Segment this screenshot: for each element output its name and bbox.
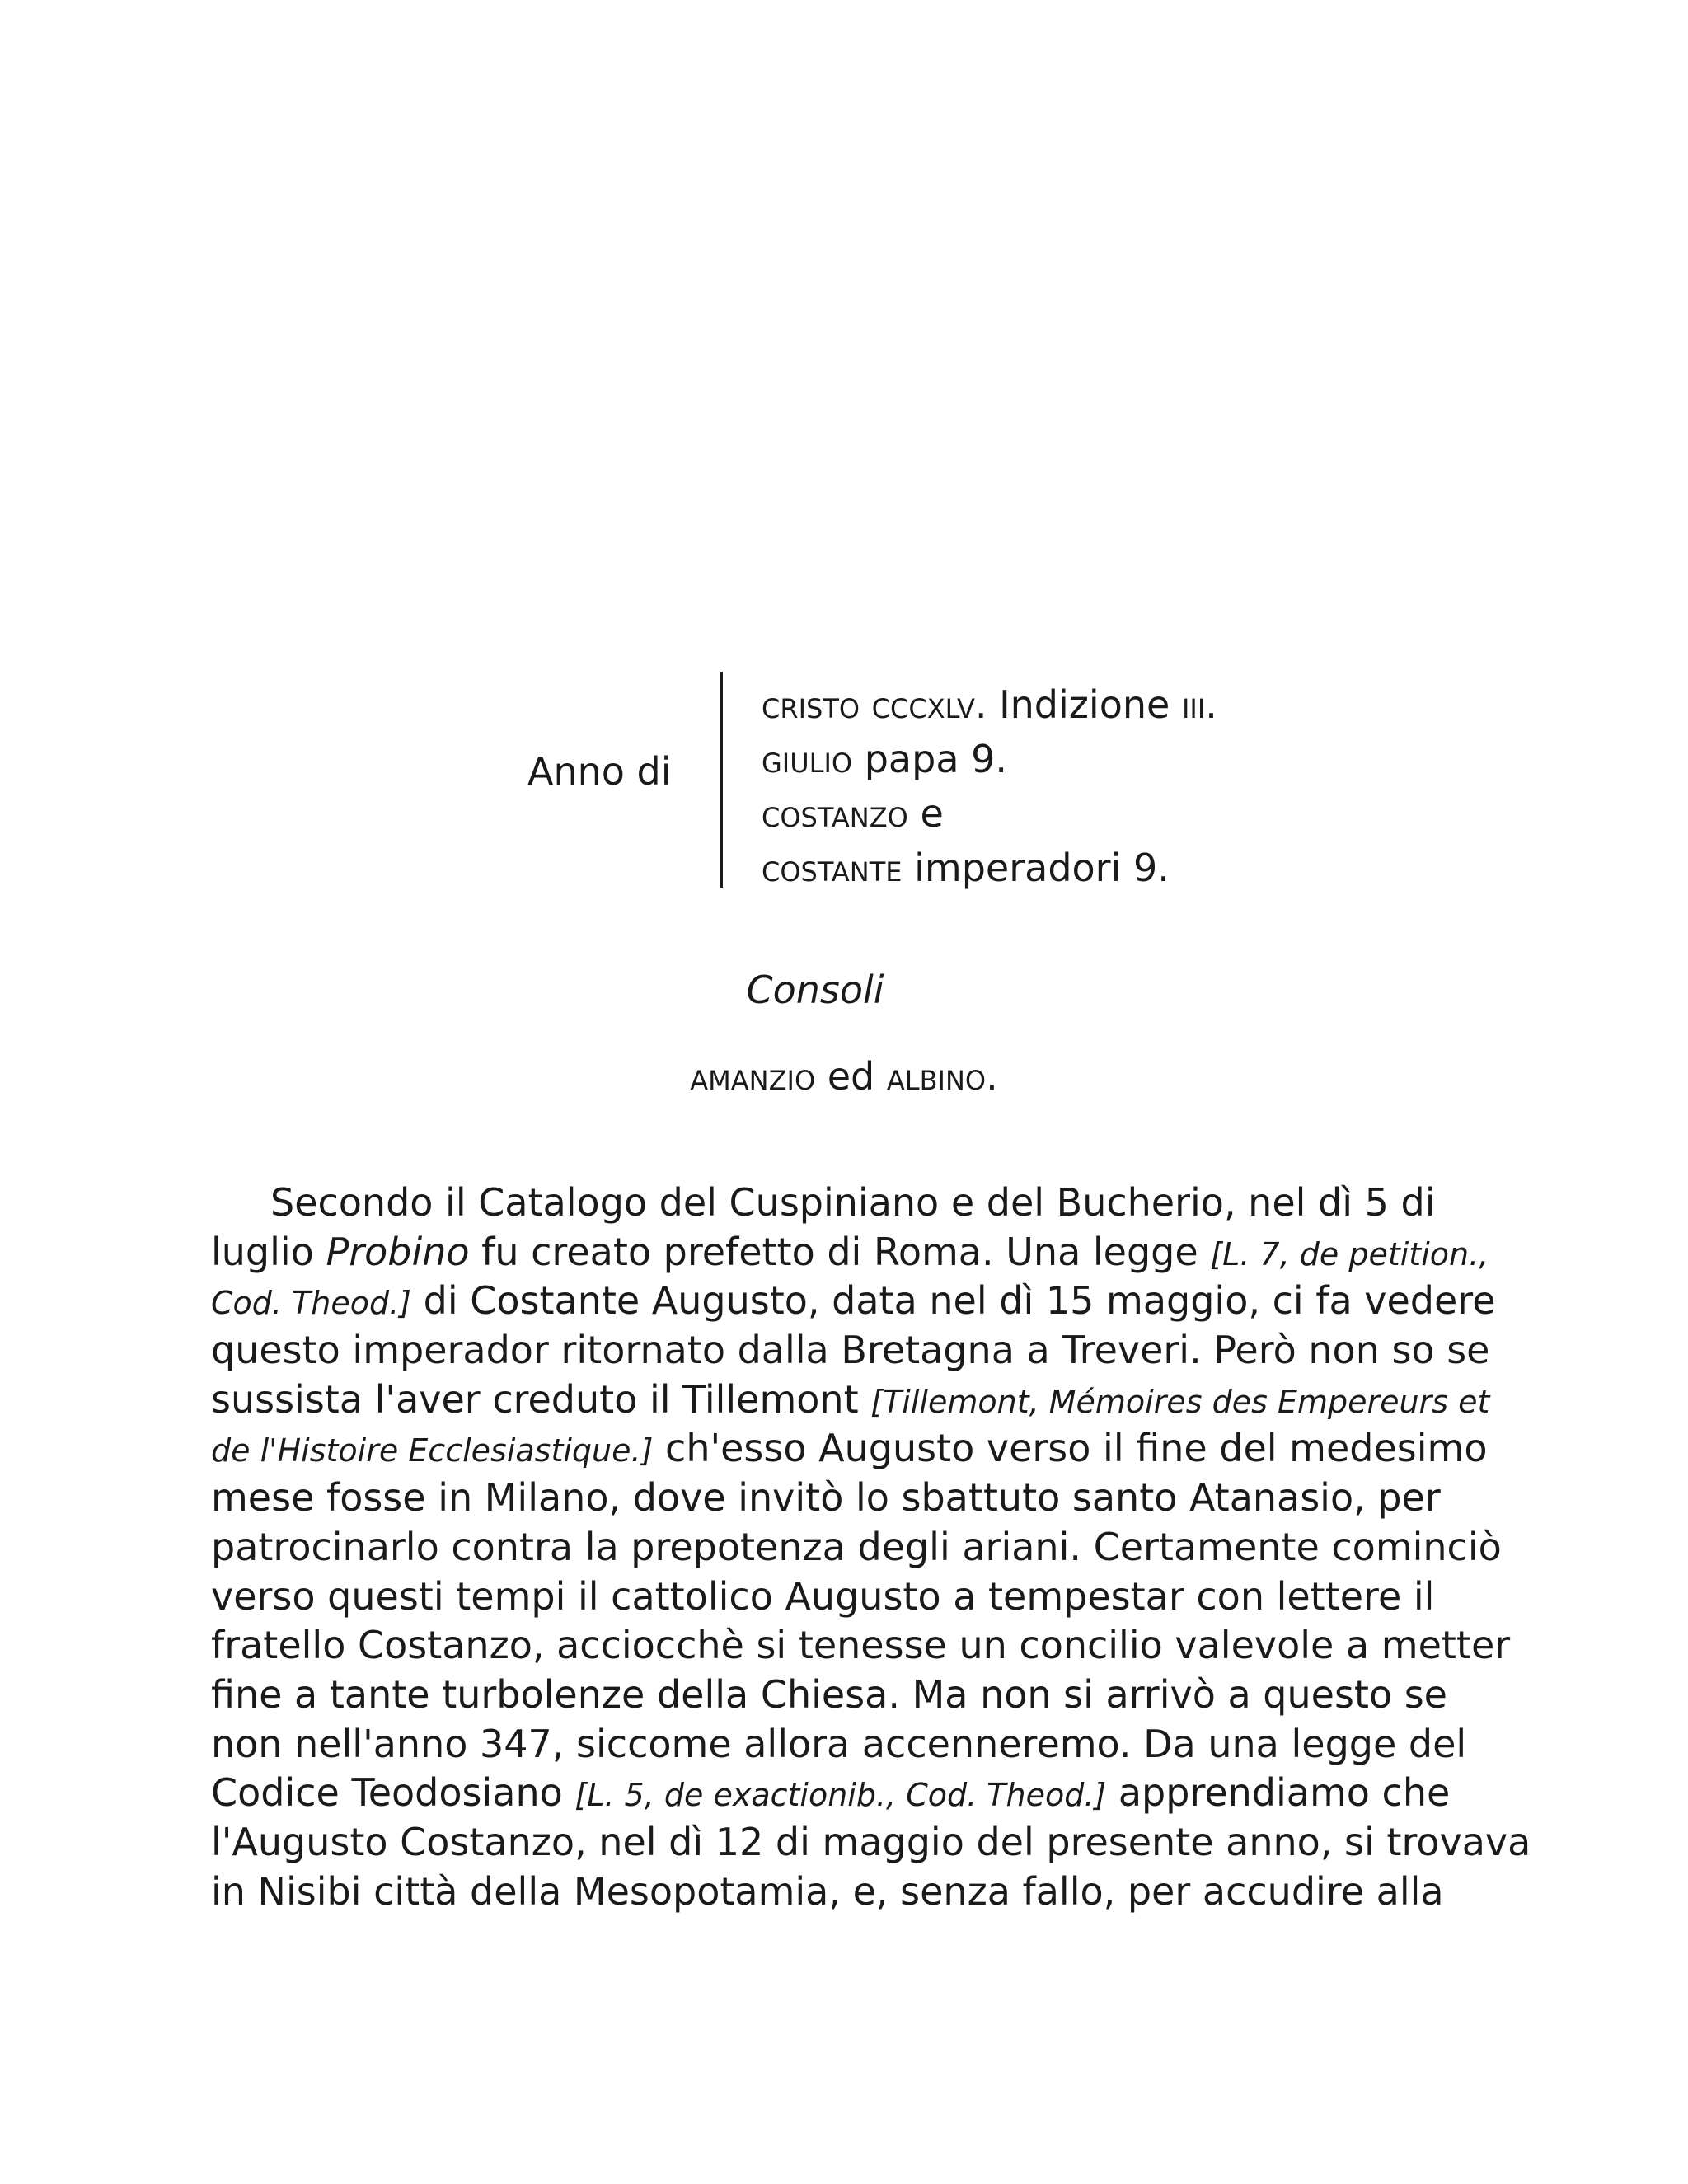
body-text: sussista l'aver creduto il Tillemont bbox=[211, 1376, 871, 1422]
anno-entry-costanzo bbox=[762, 786, 1503, 841]
body-text: luglio bbox=[211, 1229, 326, 1274]
anno-entry-text: . Indizione bbox=[974, 682, 1182, 727]
body-line: patrocinarlo contra la prepotenza degli ariani. Certamente cominciò bbox=[211, 1524, 1502, 1569]
body-text: di Costante Augusto, data nel dì 15 maggio, ci fa vedere bbox=[411, 1278, 1496, 1324]
citation: Cod. Theod.] bbox=[211, 1285, 412, 1322]
body-line: l'Augusto Costanzo, nel dì 12 di maggio del presente anno, si trovava bbox=[211, 1819, 1531, 1864]
consoli-names-line bbox=[690, 1054, 997, 1099]
anno-entry-sc: giulio bbox=[762, 737, 853, 781]
body-text: Codice Teodosiano bbox=[211, 1770, 575, 1816]
body-line: fine a tante turbolenze della Chiesa. Ma non si arrivò a questo se bbox=[211, 1671, 1447, 1717]
body-line: verso questi tempi il cattolico Augusto a tempestar con lettere il bbox=[211, 1573, 1435, 1619]
anno-label: Anno di bbox=[528, 749, 672, 794]
body-line: non nell'anno 347, siccome allora accenneremo. Da una legge del bbox=[211, 1721, 1467, 1766]
body-line bbox=[211, 1769, 1480, 1818]
anno-entry-sc: costanzo bbox=[762, 791, 908, 836]
body-line bbox=[211, 1424, 1488, 1474]
body-line: questo imperador ritornato dalla Bretagna a Treveri. Però non so se bbox=[211, 1328, 1490, 1373]
anno-entry-papa bbox=[762, 732, 1503, 786]
citation: [L. 7, de petition., bbox=[1210, 1235, 1489, 1272]
consoli-end: . bbox=[986, 1054, 998, 1099]
citation: [L. 5, de exactionib., Cod. Theod.] bbox=[574, 1777, 1107, 1814]
consoli-heading bbox=[0, 968, 1688, 1012]
consul-name: albino bbox=[886, 1054, 987, 1099]
body-line bbox=[211, 1228, 1489, 1277]
consoli-connector: ed bbox=[815, 1054, 887, 1099]
consul-name: amanzio bbox=[690, 1054, 816, 1099]
body-text: apprendiamo che bbox=[1106, 1770, 1451, 1816]
anno-entries bbox=[762, 677, 1503, 895]
anno-entry-costante bbox=[762, 841, 1503, 895]
body-line: Secondo il Catalogo del Cuspiniano e del Bucherio, nel dì 5 di bbox=[270, 1180, 1436, 1225]
anno-entry-sc: iii bbox=[1181, 682, 1206, 727]
body-line bbox=[211, 1277, 1496, 1326]
citation: [Tillemont, Mémoires des Empereurs et bbox=[870, 1383, 1490, 1420]
body-text: ch'esso Augusto verso il fine del medesimo bbox=[653, 1426, 1488, 1471]
person-name: Probino bbox=[326, 1229, 470, 1274]
body-line bbox=[211, 1376, 1490, 1425]
consoli-heading-text: Consoli bbox=[746, 968, 884, 1012]
anno-entry-text: imperadori 9. bbox=[902, 846, 1170, 890]
anno-entry-cristo bbox=[762, 677, 1503, 732]
header-vertical-rule bbox=[720, 672, 723, 888]
anno-entry-text: . bbox=[1205, 682, 1217, 727]
anno-entry-text: e bbox=[907, 791, 944, 836]
body-line: fratello Costanzo, acciocchè si tenesse un concilio valevole a metter bbox=[211, 1623, 1511, 1668]
citation: de l'Histoire Ecclesiastique.] bbox=[211, 1432, 654, 1469]
anno-entry-sc: cristo cccxlv bbox=[762, 682, 975, 727]
body-line: in Nisibi città della Mesopotamia, e, senza fallo, per accudire alla bbox=[211, 1868, 1444, 1914]
body-paragraph bbox=[211, 1179, 1531, 1916]
consoli-names bbox=[0, 1054, 1688, 1099]
anno-entry-sc: costante bbox=[762, 846, 903, 890]
body-text: fu creato prefetto di Roma. Una legge bbox=[469, 1229, 1211, 1274]
anno-entry-text: papa 9. bbox=[852, 737, 1008, 781]
body-line: mese fosse in Milano, dove invitò lo sbattuto santo Atanasio, per bbox=[211, 1475, 1441, 1521]
